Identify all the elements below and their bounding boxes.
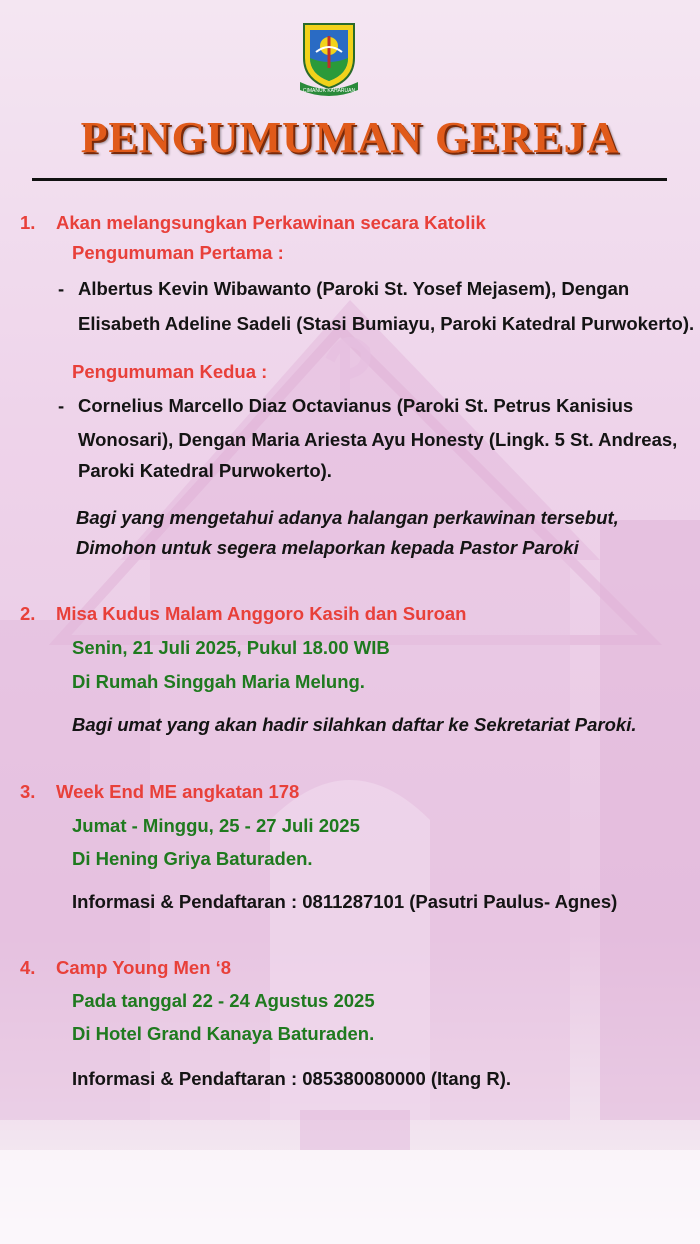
item-4-date: Pada tanggal 22 - 24 Agustus 2025 xyxy=(72,990,375,1011)
second-announcement-line-2: Wonosari), Dengan Maria Ariesta Ayu Honesty (Lingk. 5 St. Andreas, xyxy=(78,429,678,450)
item-4-heading: Camp Young Men ‘8 xyxy=(56,957,232,978)
first-announcement-label: Pengumuman Pertama : xyxy=(72,242,284,263)
title-divider xyxy=(32,178,667,181)
item-3-heading: Week End ME angkatan 178 xyxy=(56,781,300,802)
second-announcement-line-1: Cornelius Marcello Diaz Octavianus (Paroki St. Petrus Kanisius xyxy=(78,395,634,416)
item-2-date: Senin, 21 Juli 2025, Pukul 18.00 WIB xyxy=(72,637,390,658)
item-2-note: Bagi umat yang akan hadir silahkan daftar ke Sekretariat Paroki. xyxy=(72,714,637,735)
impediment-note-line-1: Bagi yang mengetahui adanya halangan perkawinan tersebut, xyxy=(76,507,619,528)
item-2-location: Di Rumah Singgah Maria Melung. xyxy=(72,671,365,692)
item-1-heading: Akan melangsungkan Perkawinan secara Katolik xyxy=(56,212,486,233)
item-4-info: Informasi & Pendaftaran : 085380080000 (Itang R). xyxy=(72,1068,512,1089)
item-3-number: 3. xyxy=(20,781,36,802)
item-4-number: 4. xyxy=(20,957,36,978)
item-4-location: Di Hotel Grand Kanaya Baturaden. xyxy=(72,1023,375,1044)
item-3-location: Di Hening Griya Baturaden. xyxy=(72,848,313,869)
svg-text:CIMANUK KAHARUAN: CIMANUK KAHARUAN xyxy=(302,88,356,94)
second-announcement-line-3: Paroki Katedral Purwokerto). xyxy=(78,460,332,481)
page-title: PENGUMUMAN GEREJA xyxy=(80,113,620,162)
shield-emblem-icon xyxy=(296,18,362,100)
first-announcement-line-2: Elisabeth Adeline Sadeli (Stasi Bumiayu, Paroki Katedral Purwokerto). xyxy=(78,313,695,334)
item-2-number: 2. xyxy=(20,603,36,624)
impediment-note-line-2: Dimohon untuk segera melaporkan kepada Pastor Paroki xyxy=(76,537,579,558)
item-3-info: Informasi & Pendaftaran : 0811287101 (Pasutri Paulus- Agnes) xyxy=(72,891,618,912)
item-3-date: Jumat - Minggu, 25 - 27 Juli 2025 xyxy=(72,815,360,836)
second-announcement-label: Pengumuman Kedua : xyxy=(72,361,268,382)
item-1-number: 1. xyxy=(20,212,36,233)
item-2-heading: Misa Kudus Malam Anggoro Kasih dan Suroan xyxy=(56,603,467,624)
second-announcement-dash: - xyxy=(58,395,65,416)
first-announcement-line-1: Albertus Kevin Wibawanto (Paroki St. Yosef Mejasem), Dengan xyxy=(78,278,630,299)
first-announcement-dash: - xyxy=(58,278,65,299)
